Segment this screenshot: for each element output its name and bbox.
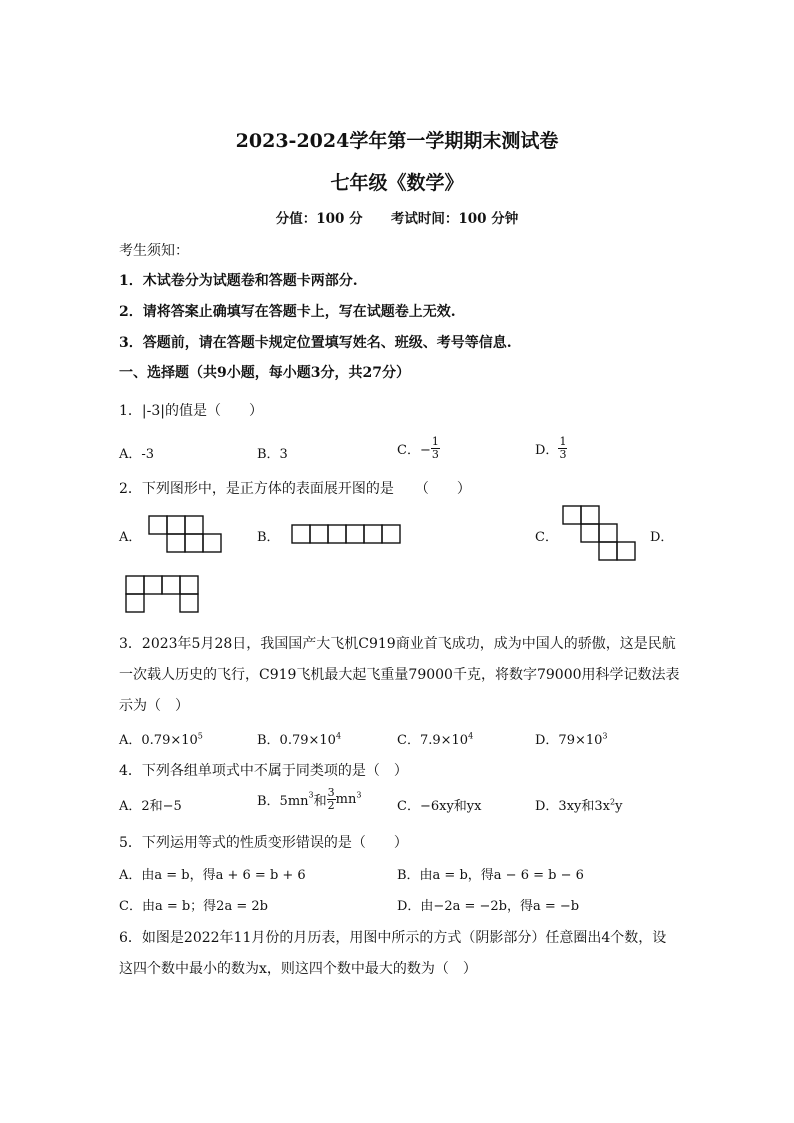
q4-b-pre: B．5mn [257, 794, 309, 809]
cube-net-b-figure [290, 523, 404, 545]
q4-b-mid: 和 [313, 794, 327, 809]
q1-option-c [397, 436, 440, 461]
q3-option-c [397, 729, 473, 748]
q4-d-pre: D．3xy和3x [535, 799, 610, 814]
q2-stem: 2．下列图形中，是正方体的表面展开图的是 （ ） [119, 481, 471, 497]
q1-d-denominator: 3 [559, 448, 567, 461]
section-title: 一、选择题（共9小题，每小题3分，共27分） [119, 365, 410, 381]
q1-option-d-label: D． [535, 443, 559, 458]
q2-option-b: B． [257, 530, 280, 545]
q2-option-a: A． [119, 530, 142, 545]
q4-option-d [535, 795, 622, 814]
q5-option-b: B．由a = b，得a − 6 = b − 6 [397, 868, 584, 883]
notice-item-3: 3．答题前，请在答题卡规定位置填写姓名、班级、考号等信息. [119, 335, 512, 351]
q4-b-exponent: 3 [308, 790, 314, 800]
notice-item-2: 2．请将答案止确填写在答题卡上，写在试题卷上无效. [119, 304, 456, 320]
q4-d-post: y [615, 799, 623, 814]
q6-stem-line-1: 6．如图是2022年11月份的月历表，用图中所示的方式（阴影部分）任意圈出4个数，设 [119, 930, 667, 946]
q5-option-d: D．由−2a = −2b，得a = −b [397, 899, 580, 914]
cube-net-a-figure [147, 514, 227, 556]
q1-stem: 1．|-3|的值是（ ） [119, 403, 263, 419]
score-time-info: 分值：100 分 考试时间：100 分钟 [275, 211, 519, 227]
q4-option-a: A．2和−5 [119, 799, 182, 814]
q1-d-numerator: 1 [559, 435, 567, 448]
q3-option-b [257, 729, 341, 748]
notice-heading: 考生须知： [119, 243, 189, 259]
q4-d-exponent: 2 [609, 797, 616, 807]
notice-item-1: 1．木试卷分为试题卷和答题卡两部分. [119, 273, 358, 289]
q2-option-d: D． [650, 530, 674, 545]
q4-b-denominator: 2 [327, 799, 335, 812]
fraction [431, 436, 440, 461]
q3-a-text: A．0.79×10 [119, 733, 198, 748]
q3-option-a [119, 729, 203, 748]
q1-option-d [535, 436, 567, 461]
q5-option-c: C．由a = b；得2a = 2b [119, 899, 268, 914]
q4-option-b [257, 787, 361, 812]
q3-stem-line-3: 示为（ ） [119, 698, 189, 714]
q4-stem: 4．下列各组单项式中不属于同类项的是（ ） [119, 763, 408, 779]
q1-option-b: B．3 [257, 447, 288, 462]
q6-stem-line-2: 这四个数中最小的数为x，则这四个数中最大的数为（ ） [119, 961, 477, 977]
q5-stem: 5．下列运用等式的性质变形错误的是（ ） [119, 835, 408, 851]
q1-option-a: A．-3 [119, 447, 155, 462]
fraction [558, 436, 567, 461]
q5-option-a: A．由a = b，得a + 6 = b + 6 [119, 868, 306, 883]
q3-option-d [535, 729, 608, 748]
q2-option-c: C． [535, 530, 558, 545]
q3-stem-line-2: 一次载人历史的飞行，C919飞机最大起飞重量79000千克，将数字79000用科学记数法表 [119, 667, 680, 683]
q3-a-exponent: 5 [197, 731, 203, 741]
fraction [327, 787, 336, 812]
q3-c-exponent: 4 [468, 731, 474, 741]
q3-d-text: D．79×10 [535, 733, 603, 748]
q3-stem-line-1: 3．2023年5月28日，我国国产大飞机C919商业首飞成功，成为中国人的骄傲，这是民航 [119, 636, 676, 652]
q1-option-c-label: C．− [397, 443, 431, 458]
q1-c-numerator: 1 [431, 435, 439, 448]
q3-b-text: B．0.79×10 [257, 733, 336, 748]
q4-b-post: mn [335, 792, 357, 807]
q1-c-denominator: 3 [431, 448, 439, 461]
cube-net-d-figure [124, 574, 204, 616]
q3-c-text: C．7.9×10 [397, 733, 469, 748]
exam-title: 2023-2024学年第一学期期末测试卷 [235, 130, 559, 152]
cube-net-c-figure [561, 504, 641, 564]
q3-d-exponent: 3 [602, 731, 608, 741]
q3-b-exponent: 4 [335, 731, 342, 741]
q4-option-c: C．−6xy和yx [397, 799, 482, 814]
exam-subtitle: 七年级《数学》 [330, 172, 464, 194]
q4-b-exponent-2: 3 [356, 790, 362, 800]
q4-b-numerator: 3 [327, 786, 335, 799]
